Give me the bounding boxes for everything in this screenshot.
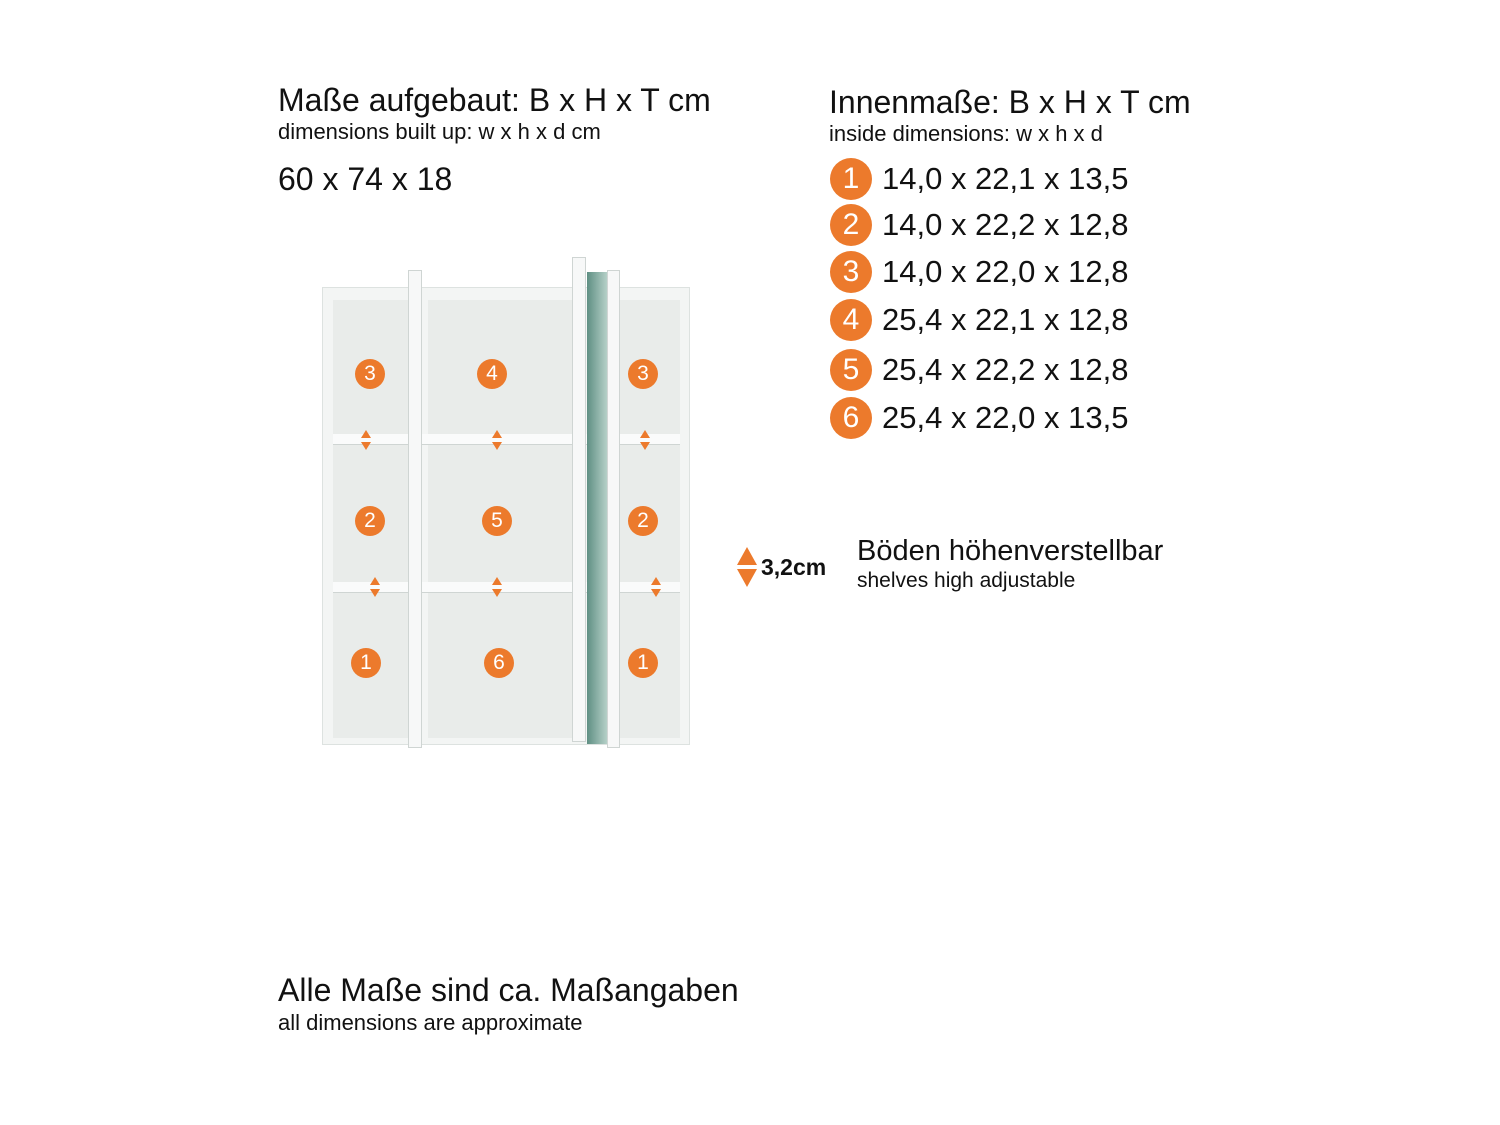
- shelf-adjust-arrow-icon: [491, 430, 503, 450]
- number-badge: 2: [830, 204, 872, 246]
- compartment-badge: 4: [477, 359, 507, 389]
- inner-dimension-row: [830, 349, 1250, 391]
- footer-title: Alle Maße sind ca. Maßangaben: [278, 972, 739, 1008]
- mirror-door: [587, 272, 608, 744]
- inner-dimension-row: [830, 299, 1250, 341]
- inner-dimension-row: [830, 251, 1250, 293]
- middle-door: [572, 257, 586, 742]
- compartment-badge: 6: [484, 648, 514, 678]
- compartment-badge: 1: [628, 648, 658, 678]
- inner-dimension-value: 25,4 x 22,0 x 13,5: [882, 400, 1129, 435]
- up-down-arrow-icon: [736, 547, 758, 587]
- compartment-badge: 1: [351, 648, 381, 678]
- outer-dimensions-value: 60 x 74 x 18: [278, 161, 453, 197]
- shelf-adjust-arrow-icon: [639, 430, 651, 450]
- upper-shelf: [333, 434, 680, 445]
- inner-dimension-row: [830, 204, 1250, 246]
- compartment-badge: 3: [355, 359, 385, 389]
- inner-dimension-value: 25,4 x 22,1 x 12,8: [882, 302, 1129, 337]
- compartment-badge: 2: [628, 506, 658, 536]
- inner-dimension-row: [830, 158, 1250, 200]
- compartment-badge: 5: [482, 506, 512, 536]
- shelf-adjust-arrow-icon: [650, 577, 662, 597]
- number-badge: 5: [830, 349, 872, 391]
- number-badge: 4: [830, 299, 872, 341]
- shelf-adjust-arrow-icon: [491, 577, 503, 597]
- inner-dimension-value: 14,0 x 22,1 x 13,5: [882, 161, 1129, 196]
- shelf-step-value: 3,2cm: [761, 554, 827, 580]
- inner-dimension-value: 14,0 x 22,2 x 12,8: [882, 207, 1129, 242]
- compartment-badge: 3: [628, 359, 658, 389]
- inner-dimensions-title: Innenmaße: B x H x T cm: [829, 84, 1191, 120]
- number-badge: 1: [830, 158, 872, 200]
- inner-dimension-value: 25,4 x 22,2 x 12,8: [882, 352, 1129, 387]
- inner-dimension-row: [830, 397, 1250, 439]
- shelves-title: Böden höhenverstellbar: [857, 535, 1164, 567]
- number-badge: 6: [830, 397, 872, 439]
- shelf-adjust-arrow-icon: [360, 430, 372, 450]
- inner-dimensions-subtitle: inside dimensions: w x h x d: [829, 121, 1103, 146]
- lower-shelf: [333, 582, 680, 593]
- shelves-subtitle: shelves high adjustable: [857, 569, 1076, 592]
- left-door: [408, 270, 422, 748]
- right-door: [607, 270, 620, 748]
- inner-dimension-value: 14,0 x 22,0 x 12,8: [882, 254, 1129, 289]
- number-badge: 3: [830, 251, 872, 293]
- shelf-adjust-arrow-icon: [369, 577, 381, 597]
- outer-dimensions-subtitle: dimensions built up: w x h x d cm: [278, 119, 601, 144]
- compartment-badge: 2: [355, 506, 385, 536]
- outer-dimensions-title: Maße aufgebaut: B x H x T cm: [278, 82, 711, 118]
- footer-subtitle: all dimensions are approximate: [278, 1010, 583, 1035]
